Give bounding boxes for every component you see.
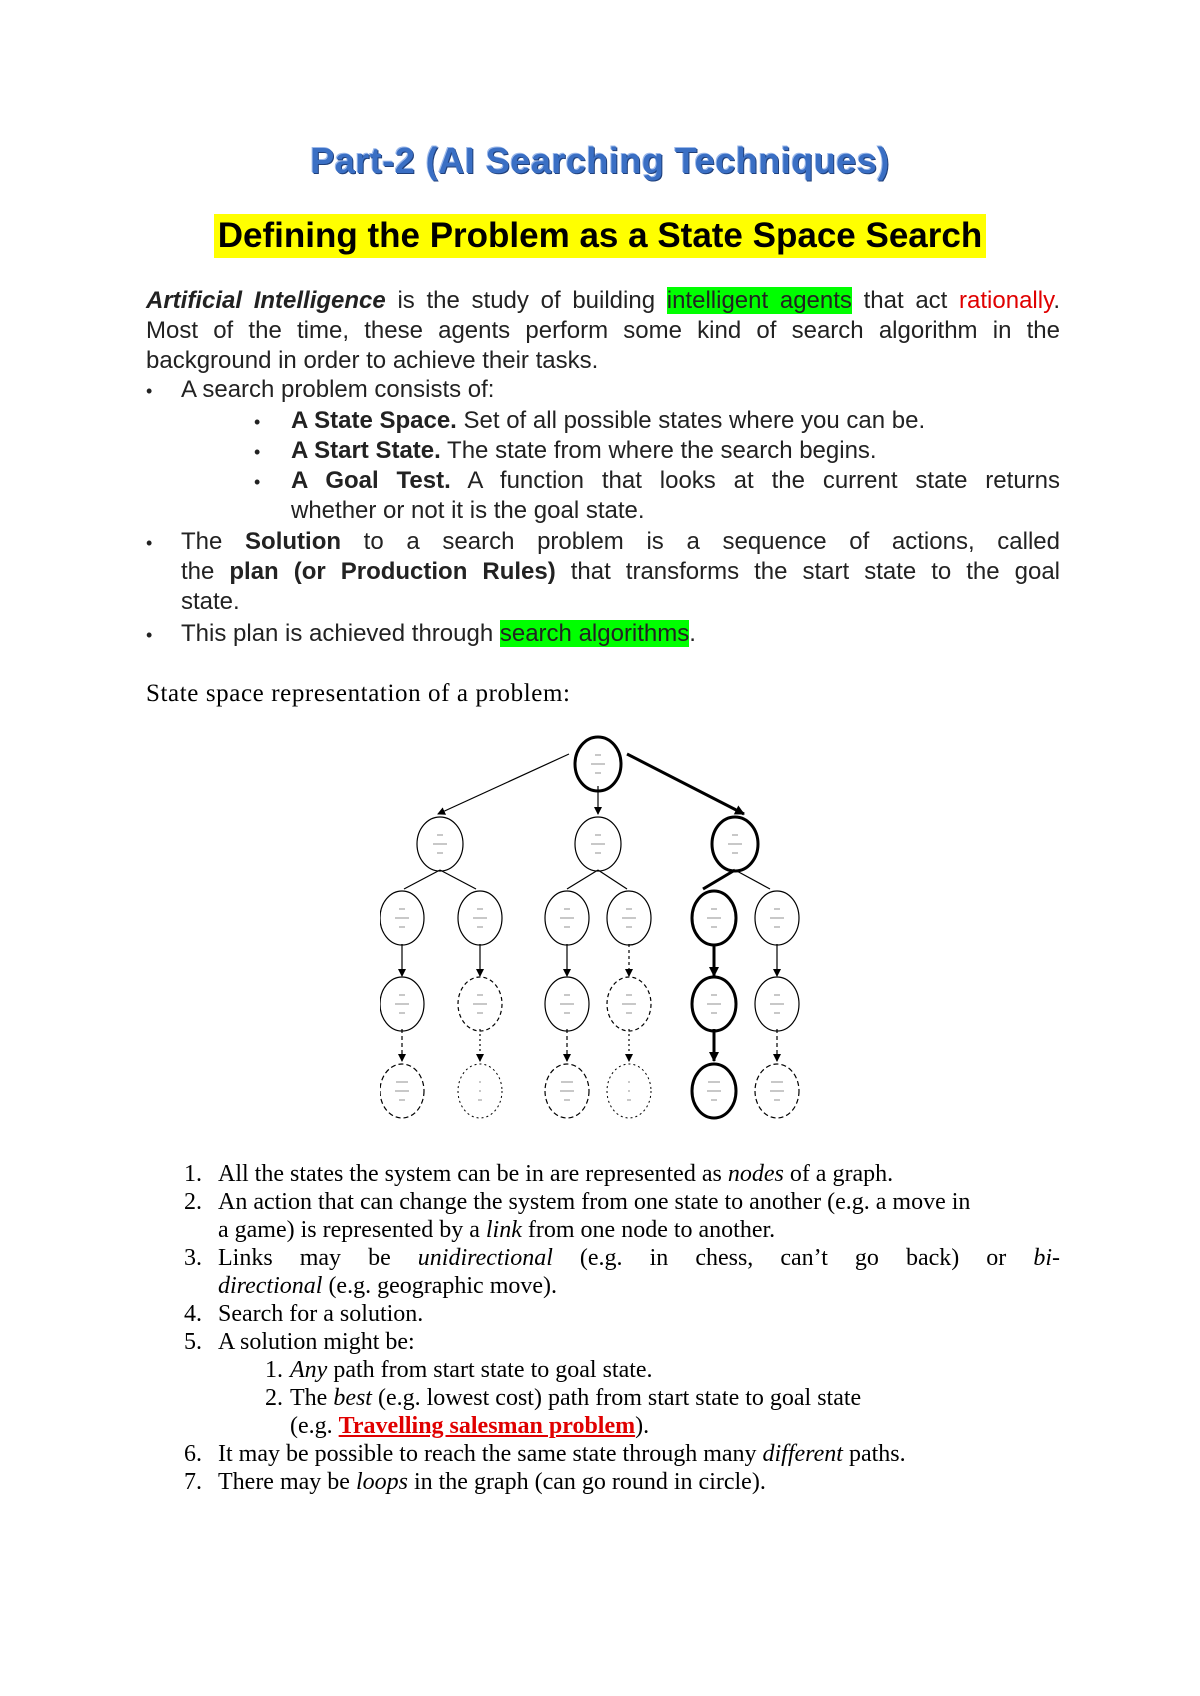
- sub-bullet-bold: A Start State.: [291, 437, 441, 464]
- bullet-dot: •: [146, 625, 153, 645]
- bullet-text: to a search problem is a sequence of actions, called: [341, 528, 1060, 555]
- intro-text-1: is the study of building: [385, 287, 667, 314]
- bullet-item: [181, 619, 696, 649]
- tree-edge-bold: [627, 754, 744, 814]
- list-text: The: [290, 1385, 334, 1411]
- list-item: [218, 1244, 1060, 1272]
- list-item: [218, 1468, 766, 1496]
- list-marker: 2.: [184, 1189, 202, 1215]
- bullet-text: .: [689, 620, 696, 647]
- sub-list-item: [290, 1356, 653, 1384]
- bullet-text: that transforms the start state to the goal: [555, 558, 1060, 585]
- intro-term: Artificial Intelligence: [146, 287, 386, 314]
- list-text: (e.g. geographic move).: [322, 1273, 558, 1299]
- bullet-item: [181, 527, 1060, 557]
- sub-bullet-text: The state from where the search begins.: [440, 437, 877, 464]
- list-marker: 1.: [184, 1161, 202, 1187]
- section-heading: State space representation of a problem:: [146, 680, 571, 707]
- list-item: An action that can change the system from one state to another (e.g. a move in: [218, 1189, 971, 1215]
- list-item-continuation: [218, 1272, 557, 1300]
- list-text: a game) is represented by a: [218, 1217, 486, 1243]
- intro-paragraph: [146, 286, 1060, 376]
- list-item-continuation: [218, 1216, 775, 1244]
- travelling-salesman-link[interactable]: Travelling salesman problem: [338, 1413, 636, 1439]
- sub-bullet-bold: A State Space.: [291, 407, 457, 434]
- sub-list-item: [290, 1384, 861, 1412]
- bullet-text: The: [181, 528, 246, 555]
- sub-bullet-item: [291, 436, 877, 466]
- bullet-dot: •: [146, 381, 153, 401]
- list-text: (e.g. in chess, can’t go back) or: [552, 1245, 1034, 1271]
- bullet-highlight: search algorithms: [499, 620, 690, 647]
- list-item: [218, 1440, 906, 1468]
- list-text: ).: [635, 1413, 650, 1439]
- list-emphasis: best: [333, 1385, 372, 1411]
- sub-bullet-text: Set of all possible states where you can be.: [456, 407, 926, 434]
- list-item: Search for a solution.: [218, 1301, 424, 1327]
- bullet-bold: Solution: [245, 528, 342, 555]
- list-text: All the states the system can be in are represented as: [218, 1161, 728, 1187]
- bullet-dot: •: [254, 472, 261, 492]
- list-marker: 5.: [184, 1329, 202, 1355]
- list-emphasis: loops: [355, 1469, 408, 1495]
- bullet-item: A search problem consists of:: [181, 376, 495, 403]
- list-marker: 6.: [184, 1441, 202, 1467]
- list-text: There may be: [218, 1469, 356, 1495]
- sub-bullet-bold: A Goal Test.: [291, 467, 451, 494]
- list-text: in the graph (can go round in circle).: [407, 1469, 766, 1495]
- list-emphasis: bi-: [1033, 1245, 1061, 1271]
- intro-text-2: that act: [851, 287, 960, 314]
- sub-list-marker: 1.: [265, 1357, 283, 1383]
- tree-edge: [438, 754, 569, 814]
- list-text: (e.g. lowest cost) path from start state to goal state: [371, 1385, 862, 1411]
- bullet-text: the: [181, 558, 230, 585]
- bullet-text: This plan is achieved through: [181, 620, 500, 647]
- list-emphasis: different: [762, 1441, 843, 1467]
- list-item: [218, 1160, 893, 1188]
- list-text: from one node to another.: [521, 1217, 776, 1243]
- list-emphasis: unidirectional: [417, 1245, 553, 1271]
- tree-edge: [567, 870, 598, 889]
- list-text: of a graph.: [783, 1161, 894, 1187]
- sub-bullet-item: [291, 406, 925, 436]
- intro-highlight: intelligent agents: [666, 287, 852, 314]
- sub-list-marker: 2.: [265, 1385, 283, 1411]
- list-text: It may be possible to reach the same state through many: [218, 1441, 763, 1467]
- tree-edge: [404, 870, 440, 889]
- page-title: Part-2 (AI Searching Techniques): [310, 140, 890, 181]
- list-item: A solution might be:: [218, 1329, 415, 1355]
- sub-list-item-continuation: [290, 1412, 649, 1440]
- list-text: (e.g.: [290, 1413, 339, 1439]
- sub-bullet-continuation: whether or not it is the goal state.: [291, 497, 645, 524]
- state-space-tree-diagram: [380, 734, 820, 1134]
- bullet-dot: •: [254, 442, 261, 462]
- intro-text-3: . Most of the time, these agents perform some kind of search algorithm in the background in order to achieve their tasks.: [146, 287, 1060, 374]
- subtitle-container: [0, 214, 1200, 258]
- tree-edge: [440, 870, 476, 889]
- tree-edge: [735, 870, 770, 889]
- page-subtitle: Defining the Problem as a State Space Search: [214, 214, 986, 258]
- sub-bullet-text: A function that looks at the current state returns: [450, 467, 1061, 494]
- intro-red-word: rationally: [959, 287, 1054, 314]
- list-emphasis: directional: [218, 1273, 323, 1299]
- tree-edge: [598, 870, 627, 889]
- list-emphasis: nodes: [727, 1161, 784, 1187]
- list-emphasis: Any: [290, 1357, 328, 1383]
- bullet-bold: plan (or Production Rules): [229, 558, 556, 585]
- bullet-continuation: [181, 557, 1060, 587]
- sub-bullet-item: [291, 466, 1060, 496]
- list-text: paths.: [842, 1441, 906, 1467]
- bullet-dot: •: [254, 412, 261, 432]
- list-text: Links may be: [218, 1245, 418, 1271]
- list-marker: 3.: [184, 1245, 202, 1271]
- bullet-continuation: state.: [181, 588, 240, 615]
- list-text: path from start state to goal state.: [327, 1357, 653, 1383]
- list-marker: 7.: [184, 1469, 202, 1495]
- list-emphasis: link: [485, 1217, 522, 1243]
- bullet-dot: •: [146, 533, 153, 553]
- list-marker: 4.: [184, 1301, 202, 1327]
- tree-edge-bold: [703, 870, 735, 889]
